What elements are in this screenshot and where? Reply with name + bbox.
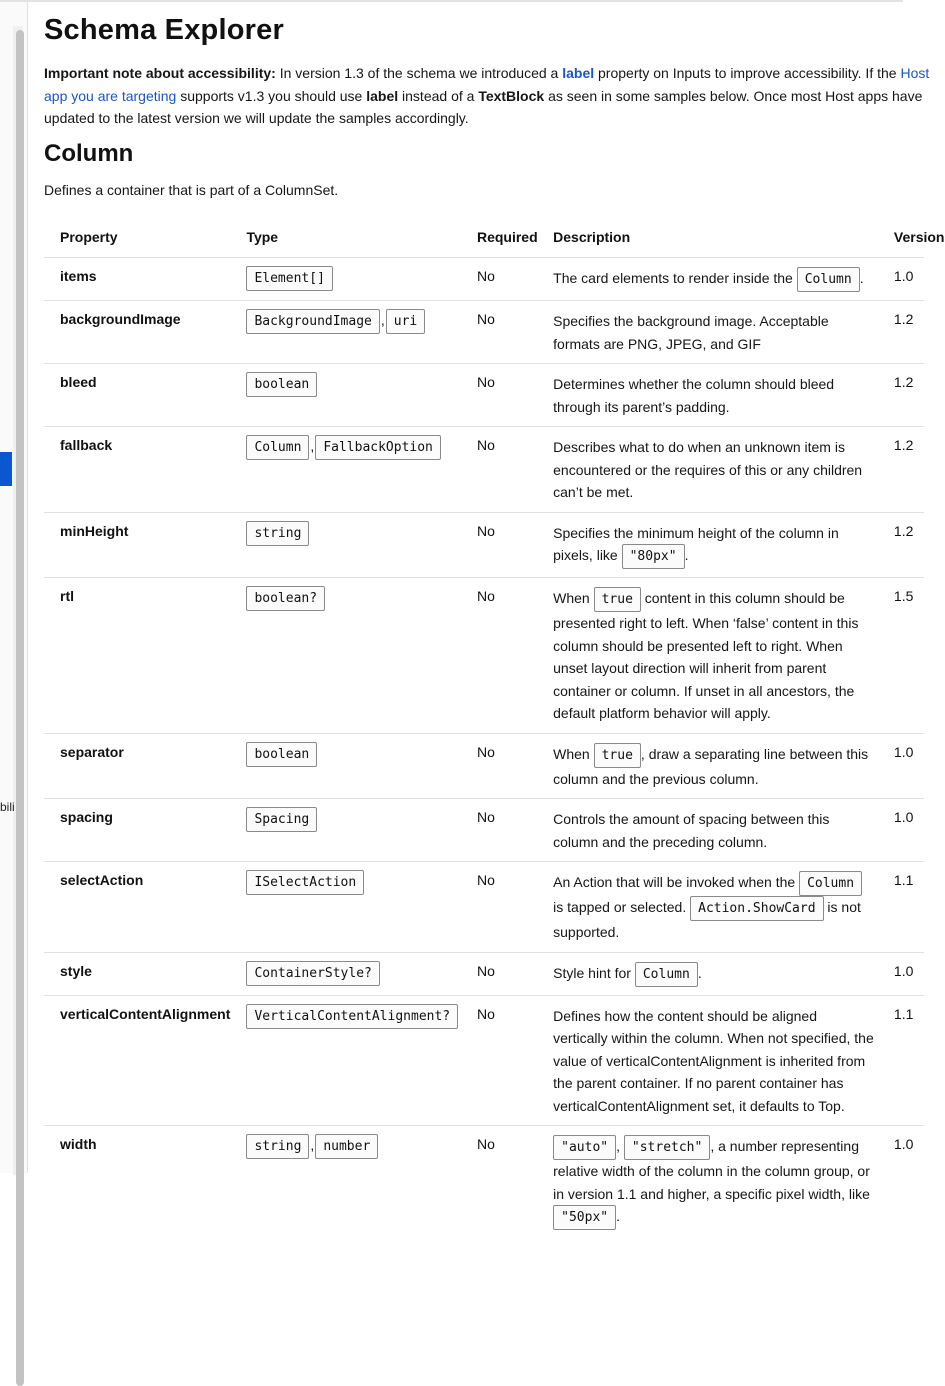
table-row <box>44 733 924 799</box>
description-cell <box>553 733 894 799</box>
required-value: No <box>477 733 553 799</box>
property-name: verticalContentAlignment <box>44 995 246 1126</box>
properties-table <box>44 216 945 1238</box>
required-value: No <box>477 258 553 301</box>
description-cell <box>553 799 894 862</box>
description-text: When <box>553 590 594 606</box>
type-cell <box>246 1126 477 1239</box>
property-name: spacing <box>44 799 246 862</box>
inline-code: Column <box>797 267 860 292</box>
type-cell <box>246 364 477 427</box>
description-text: Specifies the minimum height of the column in pixels, like <box>553 524 839 563</box>
description-text: Describes what to do when an unknown item is encountered or the requires of this or any children can’t be met. <box>553 439 863 500</box>
description-text: , <box>616 1138 624 1154</box>
description-text: . <box>684 547 689 563</box>
type-badge: number <box>315 1134 378 1159</box>
type-cell <box>246 301 477 364</box>
description-text: . <box>697 964 702 981</box>
property-name: separator <box>44 733 246 799</box>
description-text: Specifies the background image. Acceptable formats are PNG, JPEG, and GIF <box>553 313 829 352</box>
table-row <box>44 512 924 578</box>
required-value: No <box>477 995 553 1126</box>
version-value: 1.0 <box>894 1126 924 1239</box>
description-text: Determines whether the column should bleed through its parent’s padding. <box>553 376 835 415</box>
type-cell <box>246 258 477 301</box>
version-value: 1.0 <box>894 799 924 862</box>
required-value: No <box>477 952 553 995</box>
type-separator: , <box>310 1137 315 1153</box>
section-title: Column <box>44 140 134 167</box>
type-cell <box>246 512 477 578</box>
version-value: 1.0 <box>894 733 924 799</box>
description-text: When <box>553 745 594 762</box>
description-text: . <box>616 1208 620 1224</box>
version-value: 1.2 <box>894 427 924 513</box>
top-divider <box>0 0 903 2</box>
description-text: is not supported. <box>553 899 861 940</box>
type-cell <box>246 862 477 953</box>
table-header-row <box>44 216 924 258</box>
type-cell <box>246 578 477 734</box>
version-value: 1.5 <box>894 578 924 734</box>
inline-code: "stretch" <box>624 1135 710 1160</box>
type-cell <box>246 427 477 513</box>
description-cell <box>553 862 894 953</box>
description-cell <box>553 512 894 578</box>
description-cell <box>553 578 894 734</box>
description-cell <box>553 301 894 364</box>
type-separator: , <box>380 312 385 328</box>
required-value: No <box>477 578 553 734</box>
table-row <box>44 578 924 734</box>
property-name: style <box>44 952 246 995</box>
description-cell <box>553 995 894 1126</box>
version-value: 1.1 <box>894 862 924 953</box>
header-property: Property <box>60 228 118 245</box>
type-badge: string <box>246 1134 309 1159</box>
description-cell <box>553 1126 894 1239</box>
required-value: No <box>477 512 553 578</box>
description-text: , a number representing relative width of the column in the column group, or in version 1.1 and higher, a specific pixel width, like <box>553 1138 870 1202</box>
type-badge: FallbackOption <box>315 435 441 460</box>
property-name: items <box>44 258 246 301</box>
type-cell <box>246 952 477 995</box>
inline-code: true <box>594 743 641 768</box>
inline-code: Column <box>635 962 698 987</box>
type-badge: Element[] <box>246 266 332 291</box>
section-description: Defines a container that is part of a ColumnSet. <box>44 182 339 198</box>
table-row <box>44 995 924 1126</box>
version-value: 1.1 <box>894 995 924 1126</box>
description-cell <box>553 427 894 513</box>
required-value: No <box>477 799 553 862</box>
property-name: width <box>44 1126 246 1239</box>
type-badge: Column <box>246 435 309 460</box>
type-badge: uri <box>386 309 425 334</box>
property-name: selectAction <box>44 862 246 953</box>
type-cell <box>246 799 477 862</box>
table-row <box>44 799 924 862</box>
required-value: No <box>477 364 553 427</box>
description-text: . <box>859 270 864 286</box>
description-cell <box>553 952 894 995</box>
inline-code: Action.ShowCard <box>690 896 823 921</box>
property-name: bleed <box>44 364 246 427</box>
clipped-nav-text: bili <box>0 800 15 814</box>
page-title: Schema Explorer <box>44 14 284 46</box>
type-badge: Spacing <box>246 807 317 832</box>
table-row <box>44 427 924 513</box>
property-name: minHeight <box>44 512 246 578</box>
description-cell <box>553 258 894 301</box>
description-text: Defines how the content should be aligned vertically within the column. When not specified, the value of verticalContentAlignment is inherited from the parent container. If no parent container has verticalContentAlignment set, it defaults to Top. <box>553 1007 874 1114</box>
inline-code: true <box>594 587 641 612</box>
inline-code: "auto" <box>553 1135 616 1160</box>
type-badge: BackgroundImage <box>246 309 379 334</box>
property-name: rtl <box>44 578 246 734</box>
inline-code: "80px" <box>622 544 685 569</box>
property-name: backgroundImage <box>44 301 246 364</box>
description-text: , draw a separating line between this column and the previous column. <box>553 745 869 787</box>
accessibility-note <box>44 62 944 130</box>
description-text: The card elements to render inside the <box>553 270 797 286</box>
type-separator: , <box>310 438 315 454</box>
note-text: instead of a <box>398 87 479 104</box>
table-row <box>44 862 924 953</box>
label-link[interactable]: label <box>562 65 595 81</box>
description-text: An Action that will be invoked when the <box>553 874 800 890</box>
type-badge: ISelectAction <box>246 870 364 895</box>
table-row <box>44 1126 924 1239</box>
type-cell <box>246 995 477 1126</box>
note-bold-label: label <box>366 87 399 104</box>
note-text: In version 1.3 of the schema we introduced a <box>275 65 563 81</box>
table-row <box>44 952 924 995</box>
description-cell <box>553 364 894 427</box>
version-value: 1.0 <box>894 258 924 301</box>
type-badge: ContainerStyle? <box>246 961 379 986</box>
required-value: No <box>477 1126 553 1239</box>
type-cell <box>246 733 477 799</box>
header-description: Description <box>553 228 631 245</box>
description-text: is tapped or selected. <box>553 899 691 915</box>
required-value: No <box>477 427 553 513</box>
note-bold-textblock: TextBlock <box>478 87 545 104</box>
type-badge: VerticalContentAlignment? <box>246 1004 458 1029</box>
host-app-link[interactable]: Host app you are targeting <box>44 65 930 104</box>
required-value: No <box>477 301 553 364</box>
version-value: 1.2 <box>894 364 924 427</box>
note-lead: Important note about accessibility: <box>44 65 276 81</box>
description-text: content in this column should be presented right to left. When ‘false’ content in this column should be presented left to right. When unset layout direction will inherit from parent container or column. If unset in all ancestors, the default platform behavior will apply. <box>553 590 859 721</box>
type-badge: string <box>246 521 309 546</box>
nav-scrollbar-thumb[interactable] <box>16 30 24 1386</box>
property-name: fallback <box>44 427 246 513</box>
table-row <box>44 258 924 301</box>
inline-code: Column <box>799 871 862 896</box>
inline-code: "50px" <box>553 1205 616 1230</box>
note-text: supports v1.3 you should use <box>176 87 367 104</box>
header-required: Required <box>476 228 538 245</box>
active-nav-indicator <box>0 452 12 486</box>
version-value: 1.2 <box>894 301 924 364</box>
header-version: Version <box>893 228 945 245</box>
header-type: Type <box>246 228 279 245</box>
table-row <box>44 301 924 364</box>
version-value: 1.0 <box>894 952 924 995</box>
type-badge: boolean <box>246 372 317 397</box>
version-value: 1.2 <box>894 512 924 578</box>
description-text: Controls the amount of spacing between this column and the preceding column. <box>553 811 830 850</box>
left-nav-panel <box>0 2 28 1173</box>
type-badge: boolean <box>246 742 317 767</box>
description-text: Style hint for <box>553 964 635 981</box>
note-text: property on Inputs to improve accessibility. If the <box>594 65 901 81</box>
required-value: No <box>477 862 553 953</box>
table-row <box>44 364 924 427</box>
type-badge: boolean? <box>246 586 325 611</box>
note-text: as seen in some samples below. Once most Host apps have updated to the latest version we will update the samples accordingly. <box>44 87 923 126</box>
